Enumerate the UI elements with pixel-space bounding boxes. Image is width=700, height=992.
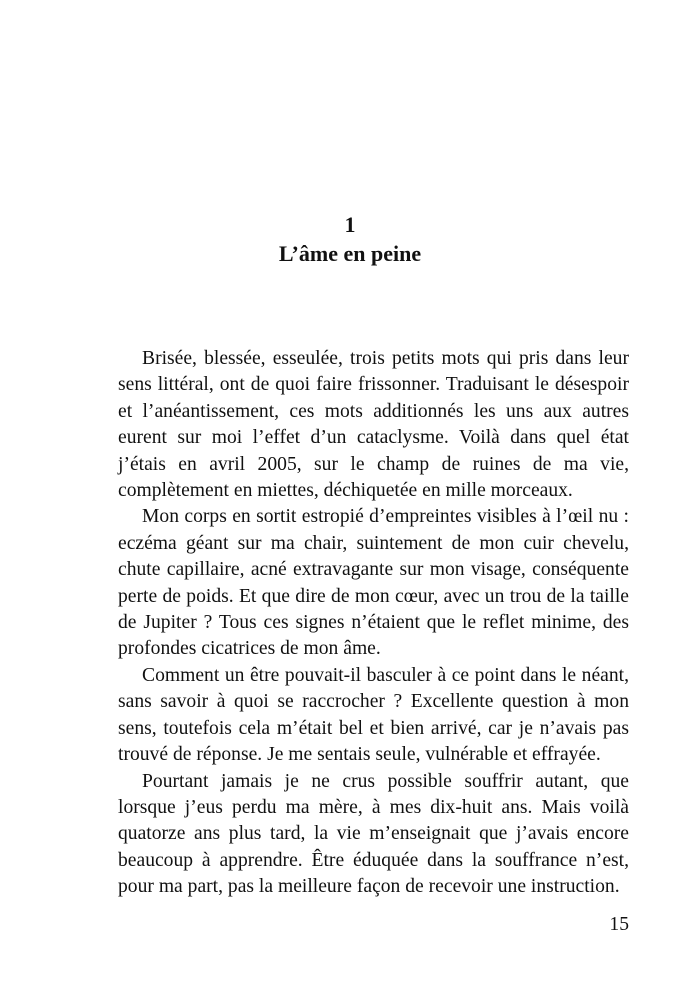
chapter-number: 1 [344,212,356,237]
chapter-title: L’âme en peine [278,241,422,266]
text-line: quatorze ans plus tard, la vie m’enseignait que j’avais encore [118,823,629,845]
text-line: eurent sur moi l’effet d’un cataclysme. Voilà dans quel état [118,427,629,449]
text-line: chute capillaire, acné extravagante sur mon visage, conséquente [118,559,629,581]
body-text [118,346,629,901]
text-line: eczéma géant sur ma chair, suintement de mon cuir chevelu, [118,532,629,554]
text-line: Brisée, blessée, esseulée, trois petits mots qui pris dans leur [142,348,629,369]
text-line: sens littéral, ont de quoi faire frissonner. Traduisant le désespoir [118,374,629,396]
text-line: trouvé de réponse. Je me sentais seule, vulnérable et effrayée. [118,744,601,766]
text-line: Comment un être pouvait-il basculer à ce point dans le néant, [142,664,629,686]
text-line: pour ma part, pas la meilleure façon de recevoir une instruction. [118,876,620,898]
text-line: lorsque j’eus perdu ma mère, à mes dix-huit ans. Mais voilà [118,796,629,818]
text-line: perte de poids. Et que dire de mon cœur, avec un trou de la taille [118,585,629,607]
paragraph [118,663,629,769]
text-line: profondes cicatrices de mon âme. [118,638,381,660]
text-line: et l’anéantissement, ces mots additionnés les uns aux autres [118,400,629,422]
paragraph [118,504,629,662]
paragraph [118,346,629,504]
text-line: de Jupiter ? Tous ces signes n’étaient que le reflet minime, des [118,612,629,634]
text-line: beaucoup à apprendre. Être éduquée dans la souffrance n’est, [118,849,629,871]
page-number: 15 [609,914,629,935]
text-line: j’étais en avril 2005, sur le champ de ruines de ma vie, [118,453,629,475]
paragraph [118,769,629,901]
text-line: sans savoir à quoi se raccrocher ? Excellente question à mon [118,691,629,713]
text-line: Mon corps en sortit estropié d’empreintes visibles à l’œil nu : [142,506,629,528]
text-line: sens, toutefois cela m’était bel et bien arrivé, car je n’avais pas [118,717,629,739]
text-line: complètement en miettes, déchiquetée en mille morceaux. [118,480,573,502]
text-line: Pourtant jamais je ne crus possible souffrir autant, que [142,770,629,792]
